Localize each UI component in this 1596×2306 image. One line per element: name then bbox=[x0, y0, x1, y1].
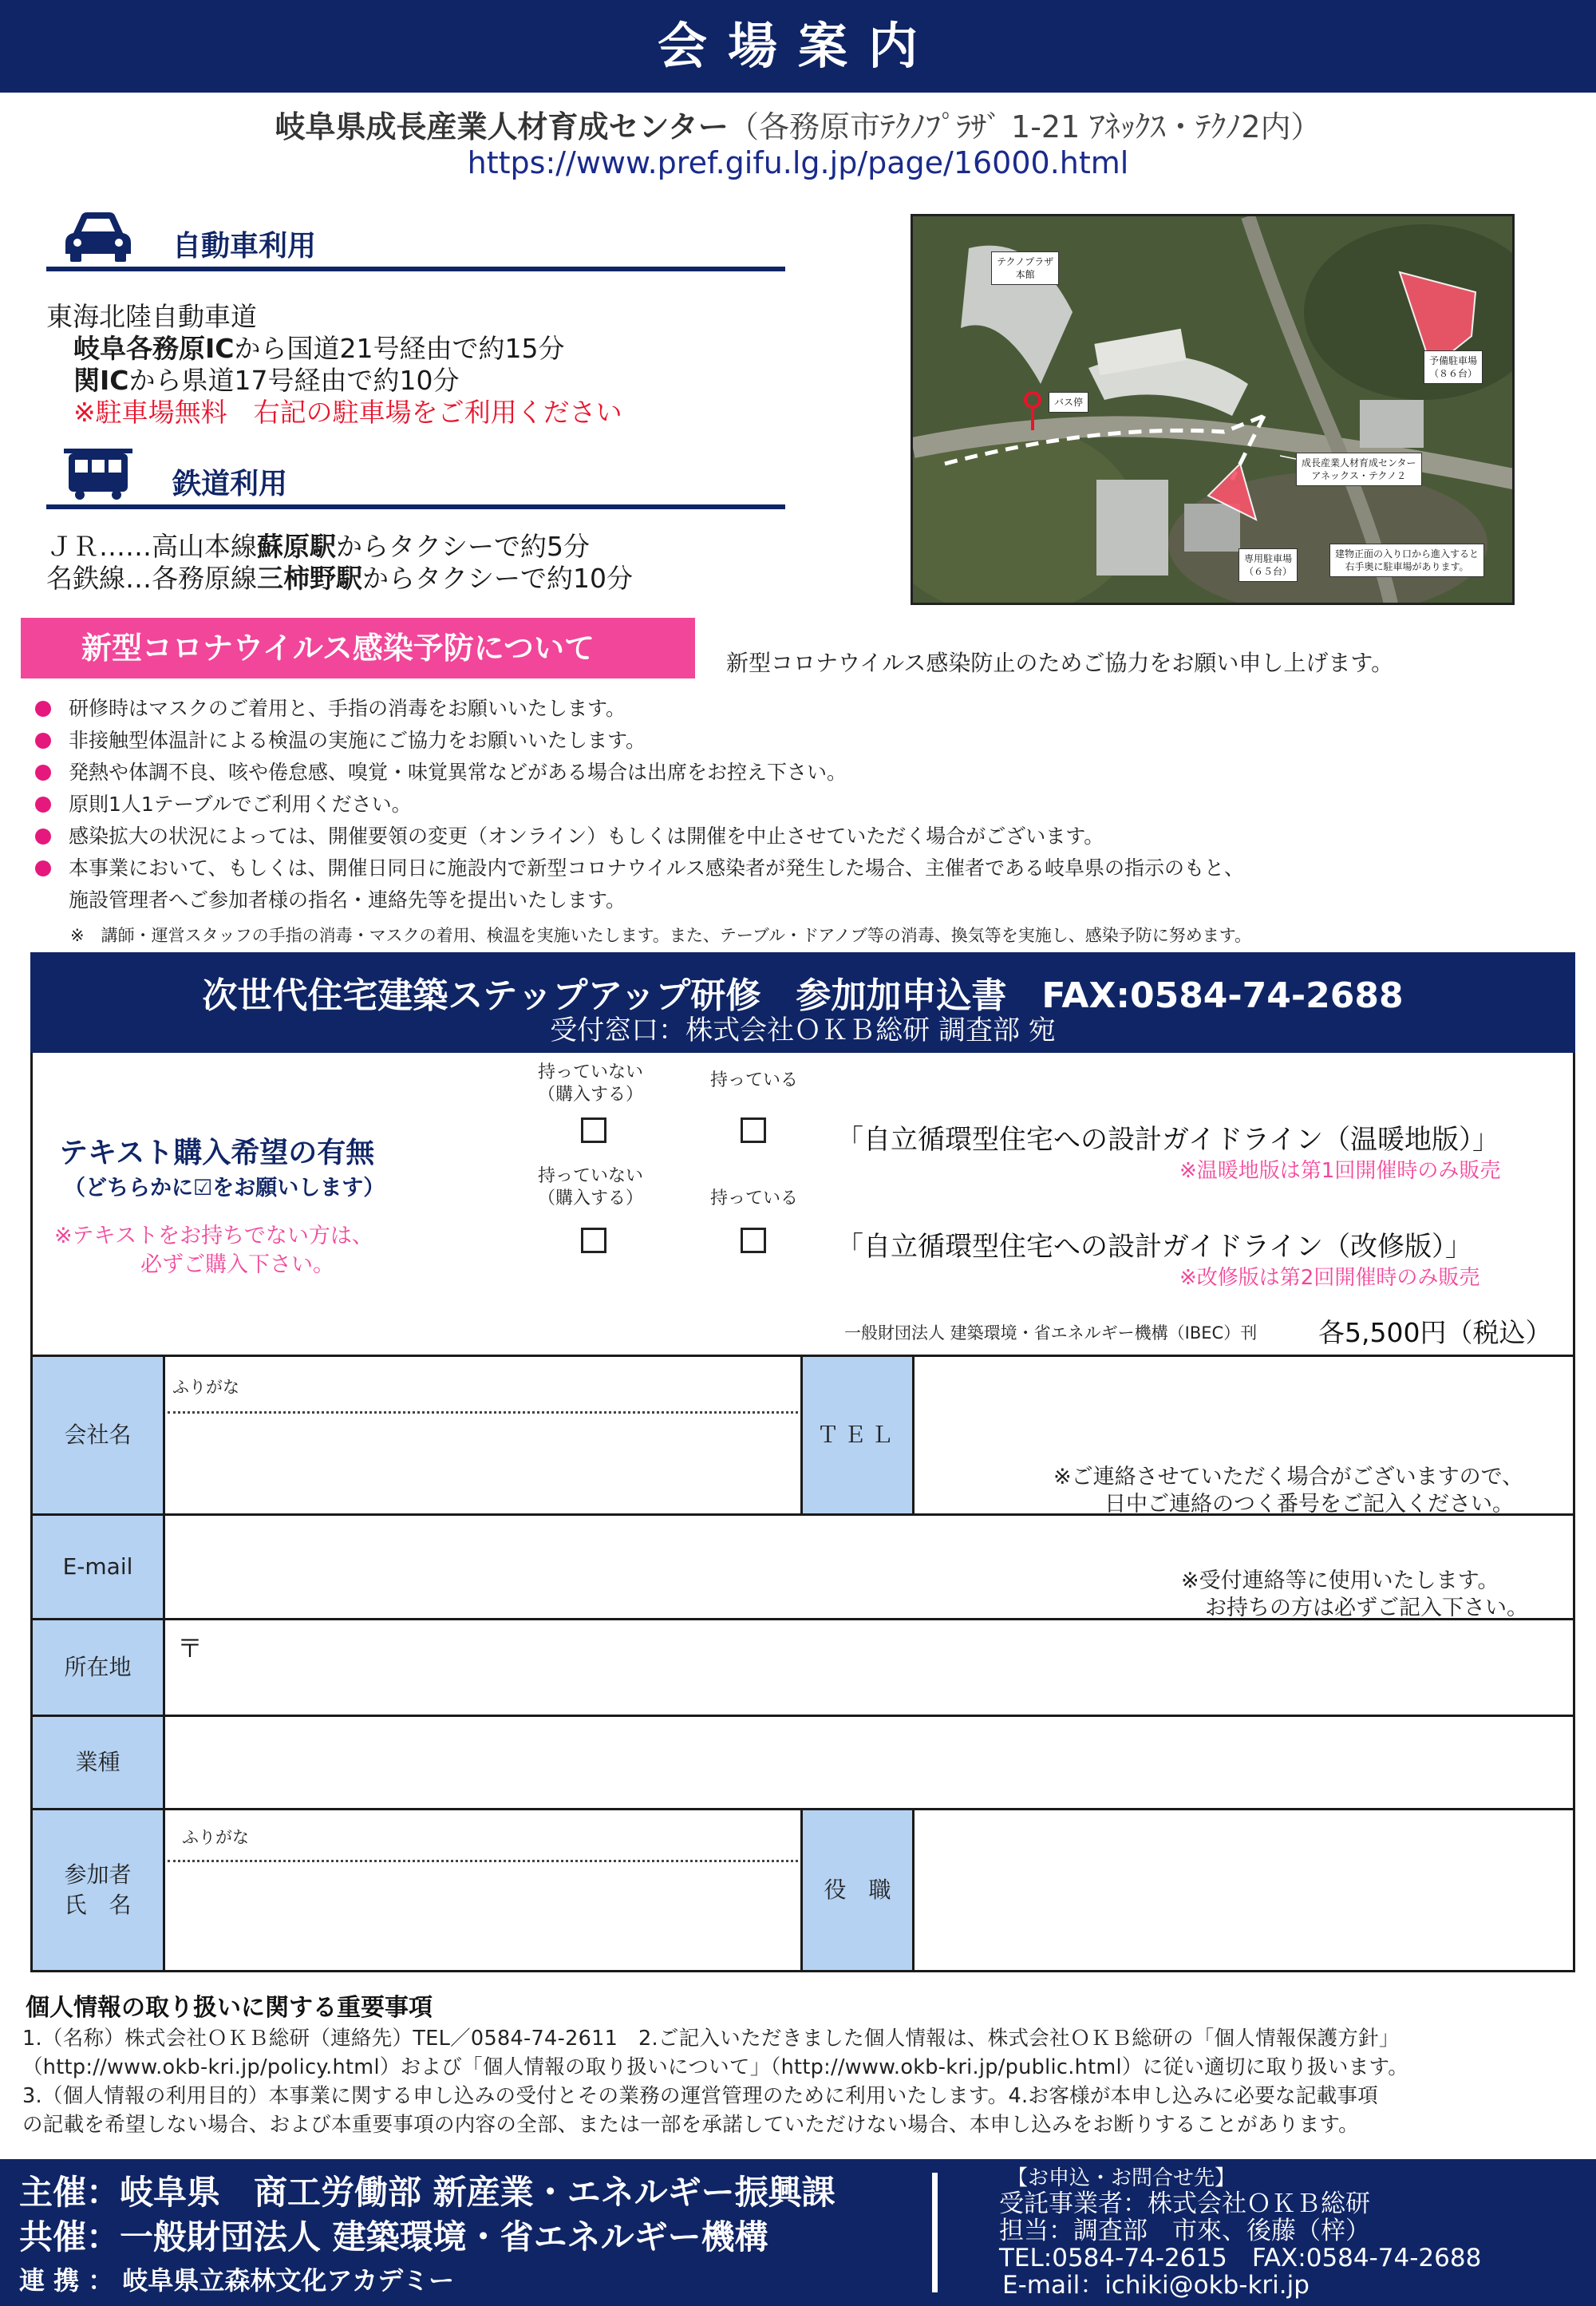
bullet-dot bbox=[35, 797, 51, 813]
car-section-rule bbox=[46, 267, 785, 271]
privacy-line: 3.（個人情報の利用目的）本事業に関する申し込みの受付とその業務の運営管理のために利用いたします。4.お客様が本申し込みに必要な記載事項 bbox=[22, 2084, 1379, 2108]
venue-name: 岐阜県成長産業人材育成センター bbox=[275, 109, 729, 144]
contact-person: 担当：調査部 市來、後藤（梓） bbox=[999, 2217, 1370, 2245]
book1-not-owned-checkbox[interactable] bbox=[581, 1117, 606, 1143]
privacy-title: 個人情報の取り扱いに関する重要事項 bbox=[26, 1994, 433, 2022]
option-not-owned-label: 持っていない （購入する） bbox=[537, 1062, 643, 1105]
car-route-2 bbox=[73, 364, 459, 397]
car-route-2-detail: から県道17号経由で約10分 bbox=[128, 365, 460, 396]
email-note-2: お持ちの方は必ずご記入下さい。 bbox=[1205, 1596, 1528, 1620]
book1-owned-checkbox[interactable] bbox=[741, 1117, 766, 1143]
corona-bullet-text: 発熱や体調不良、咳や倦怠感、嗅覚・味覚異常などがある場合は出席をお控え下さい。 bbox=[69, 761, 847, 784]
parking-note: ※駐車場無料 右記の駐車場をご利用ください bbox=[73, 397, 622, 428]
station-mikakino: 三柿野駅 bbox=[257, 563, 362, 594]
train-section-rule bbox=[46, 504, 785, 509]
option-owned-label: 持っている bbox=[709, 1070, 798, 1090]
privacy-line: 1.（名称）株式会社ＯＫＢ総研（連絡先）TEL／0584-74-2611 2.ご記入いただきました個人情報は、株式会社ＯＫＢ総研の「個人情報保護方針」 bbox=[22, 2027, 1400, 2051]
footer-divider bbox=[932, 2173, 938, 2292]
venue-aerial-map bbox=[911, 214, 1515, 605]
car-icon bbox=[62, 209, 134, 263]
corona-bullet bbox=[35, 789, 412, 817]
privacy-line: （http://www.okb-kri.jp/policy.html）および「個人情報の取り扱いについて」（http://www.okb-kri.jp/public.html）に従い適切に取り扱います。 bbox=[22, 2055, 1409, 2079]
contact-company: 受託事業者：株式会社ＯＫＢ総研 bbox=[999, 2189, 1370, 2218]
corona-bullet-text: 非接触型体温計による検温の実施にご協力をお願いいたします。 bbox=[69, 729, 646, 752]
corona-note: 新型コロナウイルス感染防止のためご協力をお願い申し上げます。 bbox=[726, 650, 1394, 676]
book1-note: ※温暖地版は第1回開催時のみ販売 bbox=[1179, 1159, 1501, 1183]
train-route-jr-detail: からタクシーで約5分 bbox=[336, 531, 590, 562]
corona-bullet bbox=[35, 757, 847, 785]
corona-bullet-text: 研修時はマスクのご着用と、手指の消毒をお願いいたします。 bbox=[69, 697, 626, 720]
corona-bullet bbox=[35, 821, 1104, 849]
participant-name-field[interactable] bbox=[168, 1862, 798, 1970]
train-route-jr bbox=[46, 530, 590, 563]
tel-note-2: 日中ご連絡のつく番号をご記入ください。 bbox=[1104, 1492, 1514, 1517]
participant-furigana-label: ふりがな bbox=[182, 1828, 249, 1847]
organizer: 主催：岐阜県 商工労働部 新産業・エネルギー振興課 bbox=[19, 2173, 836, 2212]
map-label-dedicated-parking: 専用駐車場 （６５台） bbox=[1238, 548, 1298, 582]
train-route-meitetsu bbox=[46, 562, 633, 595]
tel-note-1: ※ご連絡させていただく場合がございますので、 bbox=[1053, 1465, 1524, 1489]
text-purchase-label: テキスト購入希望の有無 bbox=[59, 1137, 375, 1169]
option-owned-label: 持っている bbox=[709, 1189, 798, 1208]
address-label: 所在地 bbox=[33, 1620, 165, 1715]
contact-email-link[interactable]: E-mail：ichiki@okb-kri.jp bbox=[1002, 2271, 1310, 2300]
co-organizer: 共催：一般財団法人 建築環境・省エネルギー機構 bbox=[19, 2217, 768, 2257]
privacy-line: の記載を希望しない場合、および本重要事項の内容の全部、または一部を承諾していただけない場合、本申し込みをお断りすることがあります。 bbox=[22, 2113, 1359, 2137]
corona-bullet-text: 原則1人1テーブルでご利用ください。 bbox=[69, 793, 412, 816]
venue-address: （各務原市ﾃｸﾉﾌﾟﾗｻﾞ 1-21 ｱﾈｯｸｽ・ﾃｸﾉ2内） bbox=[728, 109, 1321, 144]
corona-bullet-text: 感染拡大の状況によっては、開催要領の変更（オンライン）もしくは開催を中止させていただく場合がございます。 bbox=[69, 825, 1104, 848]
bullet-dot bbox=[35, 860, 51, 876]
train-icon bbox=[62, 447, 134, 501]
text-purchase-instruction: （どちらかに☑をお願いします） bbox=[64, 1176, 385, 1200]
map-label-bus-stop: バス停 bbox=[1049, 392, 1088, 413]
bullet-dot bbox=[35, 829, 51, 844]
participant-name-label: 参加者 氏 名 bbox=[33, 1810, 165, 1970]
email-note-1: ※受付連絡等に使用いたします。 bbox=[1181, 1568, 1499, 1593]
corona-bullet bbox=[35, 852, 1244, 881]
car-route-highway: 東海北陸自動車道 bbox=[46, 301, 257, 332]
form-title: 次世代住宅建築ステップアップ研修 参加加申込書 FAX:0584-74-2688 bbox=[202, 975, 1404, 1016]
corona-bullet-text: 本事業において、もしくは、開催日同日に施設内で新型コロナウイルス感染者が発生した場合、主催者である岐阜県の指示のもと、 bbox=[69, 856, 1245, 880]
book2-not-owned-checkbox[interactable] bbox=[581, 1228, 606, 1253]
ic-gifu-kakamigahara: 岐阜各務原IC bbox=[73, 333, 235, 364]
bullet-dot bbox=[35, 765, 51, 781]
page-title: 会場案内 bbox=[657, 17, 938, 75]
train-section-title: 鉄道利用 bbox=[172, 468, 288, 500]
book2-owned-checkbox[interactable] bbox=[741, 1228, 766, 1253]
map-label-honkan: テクノプラザ 本館 bbox=[991, 251, 1059, 285]
corona-section-tag: 新型コロナウイルス感染予防について bbox=[21, 618, 695, 678]
train-route-meitetsu-detail: からタクシーで約10分 bbox=[362, 563, 633, 594]
map-label-spare-parking: 予備駐車場 （８６台） bbox=[1424, 350, 1483, 384]
text-price: 各5,500円（税込） bbox=[1318, 1317, 1552, 1348]
company-furigana-label: ふりがな bbox=[172, 1378, 239, 1397]
company-furigana-field[interactable] bbox=[168, 1357, 798, 1410]
company-label: 会社名 bbox=[33, 1357, 165, 1513]
postal-mark: 〒 bbox=[177, 1633, 203, 1663]
text-purchase-note-1: ※テキストをお持ちでない方は、 bbox=[54, 1224, 373, 1248]
partner: 連 携 ： 岐阜県立森林文化アカデミー bbox=[19, 2265, 455, 2296]
venue-url-link[interactable]: https://www.pref.gifu.lg.jp/page/16000.html bbox=[467, 145, 1129, 180]
form-subtitle: 受付窓口：株式会社ＯＫＢ総研 調査部 宛 bbox=[550, 1015, 1056, 1046]
position-label: 役 職 bbox=[803, 1810, 915, 1970]
email-label: E-mail bbox=[33, 1516, 165, 1618]
option-not-owned-label: 持っていない （購入する） bbox=[537, 1166, 643, 1208]
address-field[interactable] bbox=[168, 1620, 1573, 1715]
contact-heading: 【お申込・お問合せ先】 bbox=[1007, 2166, 1236, 2190]
contact-tel-fax: TEL:0584-74-2615 FAX:0584-74-2688 bbox=[999, 2244, 1482, 2272]
form-header bbox=[30, 952, 1575, 1053]
map-label-entry-note: 建物正面の入り口から進入すると 右手奥に駐車場があります。 bbox=[1329, 544, 1484, 577]
corona-bullet-continuation: 施設管理者へご参加者様の指名・連絡先等を提出いたします。 bbox=[69, 888, 626, 912]
corona-staff-note: ※ 講師・運営スタッフの手指の消毒・マスクの着用、検温を実施いたします。また、テーブル・ドアノブ等の消毒、換気等を実施し、感染予防に努めます。 bbox=[70, 926, 1252, 945]
corona-bullet bbox=[35, 693, 626, 722]
position-field[interactable] bbox=[917, 1810, 1573, 1970]
venue-line bbox=[0, 102, 1596, 146]
station-sohara: 蘇原駅 bbox=[257, 531, 336, 562]
map-label-center: 成長産業人材育成センター アネックス・テクノ２ bbox=[1296, 453, 1422, 486]
car-route-1-detail: から国道21号経由で約15分 bbox=[234, 333, 565, 364]
header-banner bbox=[0, 0, 1596, 93]
industry-label: 業種 bbox=[33, 1717, 165, 1808]
book1-title: 「自立循環型住宅への設計ガイドライン（温暖地版）」 bbox=[836, 1124, 1499, 1156]
text-purchase-note-2: 必ずご購入下さい。 bbox=[140, 1252, 334, 1277]
industry-field[interactable] bbox=[168, 1717, 1573, 1808]
car-section-title: 自動車利用 bbox=[172, 230, 317, 263]
ic-seki: 関IC bbox=[73, 365, 129, 396]
train-route-jr-line: ＪＲ……高山本線 bbox=[46, 531, 257, 562]
car-route-1 bbox=[73, 332, 564, 365]
tel-label: ＴＥＬ bbox=[803, 1357, 915, 1513]
book2-note: ※改修版は第2回開催時のみ販売 bbox=[1179, 1266, 1480, 1290]
book2-title: 「自立循環型住宅への設計ガイドライン（改修版）」 bbox=[836, 1231, 1472, 1263]
publisher-note: 一般財団法人 建築環境・省エネルギー機構（IBEC）刊 bbox=[844, 1323, 1258, 1343]
participant-furigana-field[interactable] bbox=[168, 1810, 798, 1858]
train-route-meitetsu-line: 名鉄線…各務原線 bbox=[46, 563, 257, 594]
company-name-field[interactable] bbox=[168, 1414, 798, 1513]
corona-bullet bbox=[35, 725, 646, 754]
bullet-dot bbox=[35, 701, 51, 717]
bullet-dot bbox=[35, 733, 51, 749]
